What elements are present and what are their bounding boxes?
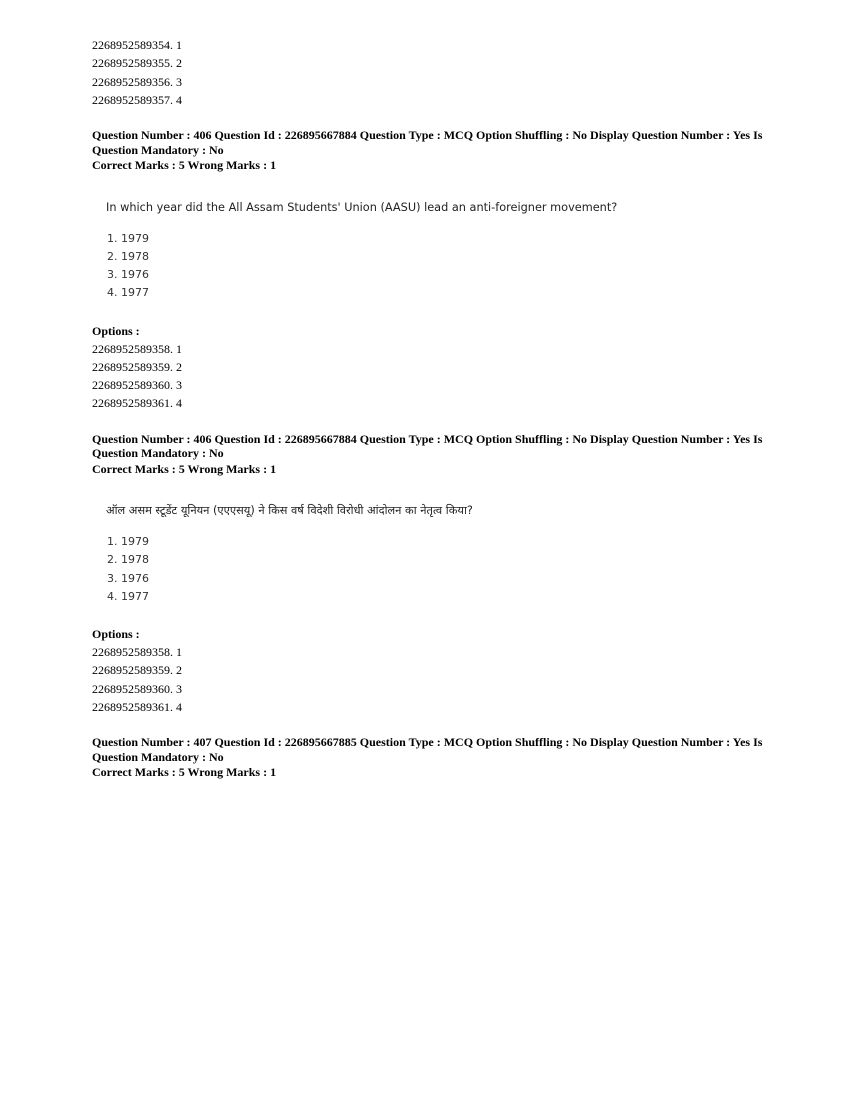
question-block xyxy=(92,432,792,717)
option-id: 2268952589360. 3 xyxy=(92,378,182,393)
choice-item: 1. 1979 xyxy=(107,231,149,245)
option-id: 2268952589360. 3 xyxy=(92,681,182,696)
option-id: 2268952589361. 4 xyxy=(92,396,182,411)
choice-list xyxy=(107,533,792,606)
question-header-line: Question Number : 406 Question Id : 226895667884 Question Type : MCQ Option Shuffling : No Display Question Number : Yes Is xyxy=(92,431,763,446)
question-text: In which year did the All Assam Students' Union (AASU) lead an anti-foreigner movement? xyxy=(106,200,618,214)
question-block xyxy=(92,128,792,413)
question-marks: Correct Marks : 5 Wrong Marks : 1 xyxy=(92,765,277,780)
question-mandatory: Question Mandatory : No xyxy=(92,749,224,764)
option-id: 2268952589355. 2 xyxy=(92,56,182,71)
question-block xyxy=(92,735,792,780)
question-header xyxy=(92,735,792,780)
question-mandatory: Question Mandatory : No xyxy=(92,446,224,461)
choice-item: 3. 1976 xyxy=(107,268,149,282)
question-header xyxy=(92,128,792,173)
option-id-list xyxy=(92,36,792,109)
option-id: 2268952589358. 1 xyxy=(92,645,182,659)
option-id: 2268952589356. 3 xyxy=(92,74,182,89)
question-text: ऑल असम स्टूडेंट यूनियन (एएएसयू) ने किस वर्ष विदेशी विरोधी आंदोलन का नेतृत्व किया? xyxy=(106,504,473,518)
option-id: 2268952589358. 1 xyxy=(92,341,182,356)
options-label: Options : xyxy=(92,627,140,641)
question-mandatory: Question Mandatory : No xyxy=(92,142,224,157)
question-header-line: Question Number : 406 Question Id : 226895667884 Question Type : MCQ Option Shuffling : No Display Question Number : Yes Is xyxy=(92,128,763,143)
question-header-line: Question Number : 407 Question Id : 226895667885 Question Type : MCQ Option Shuffling : No Display Question Number : Yes Is xyxy=(92,735,763,750)
choice-list xyxy=(107,230,792,303)
choice-item: 4. 1977 xyxy=(107,589,149,603)
option-id: 2268952589359. 2 xyxy=(92,663,182,678)
options-label: Options : xyxy=(92,323,140,338)
option-id: 2268952589354. 1 xyxy=(92,38,182,52)
choice-item: 3. 1976 xyxy=(107,571,149,585)
question-header xyxy=(92,432,792,477)
choice-item: 2. 1978 xyxy=(107,553,149,567)
question-marks: Correct Marks : 5 Wrong Marks : 1 xyxy=(92,158,277,173)
choice-item: 2. 1978 xyxy=(107,249,149,263)
choice-item: 1. 1979 xyxy=(107,535,149,549)
option-id: 2268952589361. 4 xyxy=(92,699,182,714)
document-page xyxy=(92,36,792,780)
option-id: 2268952589359. 2 xyxy=(92,359,182,374)
option-id: 2268952589357. 4 xyxy=(92,92,182,107)
question-marks: Correct Marks : 5 Wrong Marks : 1 xyxy=(92,461,277,476)
choice-item: 4. 1977 xyxy=(107,286,149,300)
